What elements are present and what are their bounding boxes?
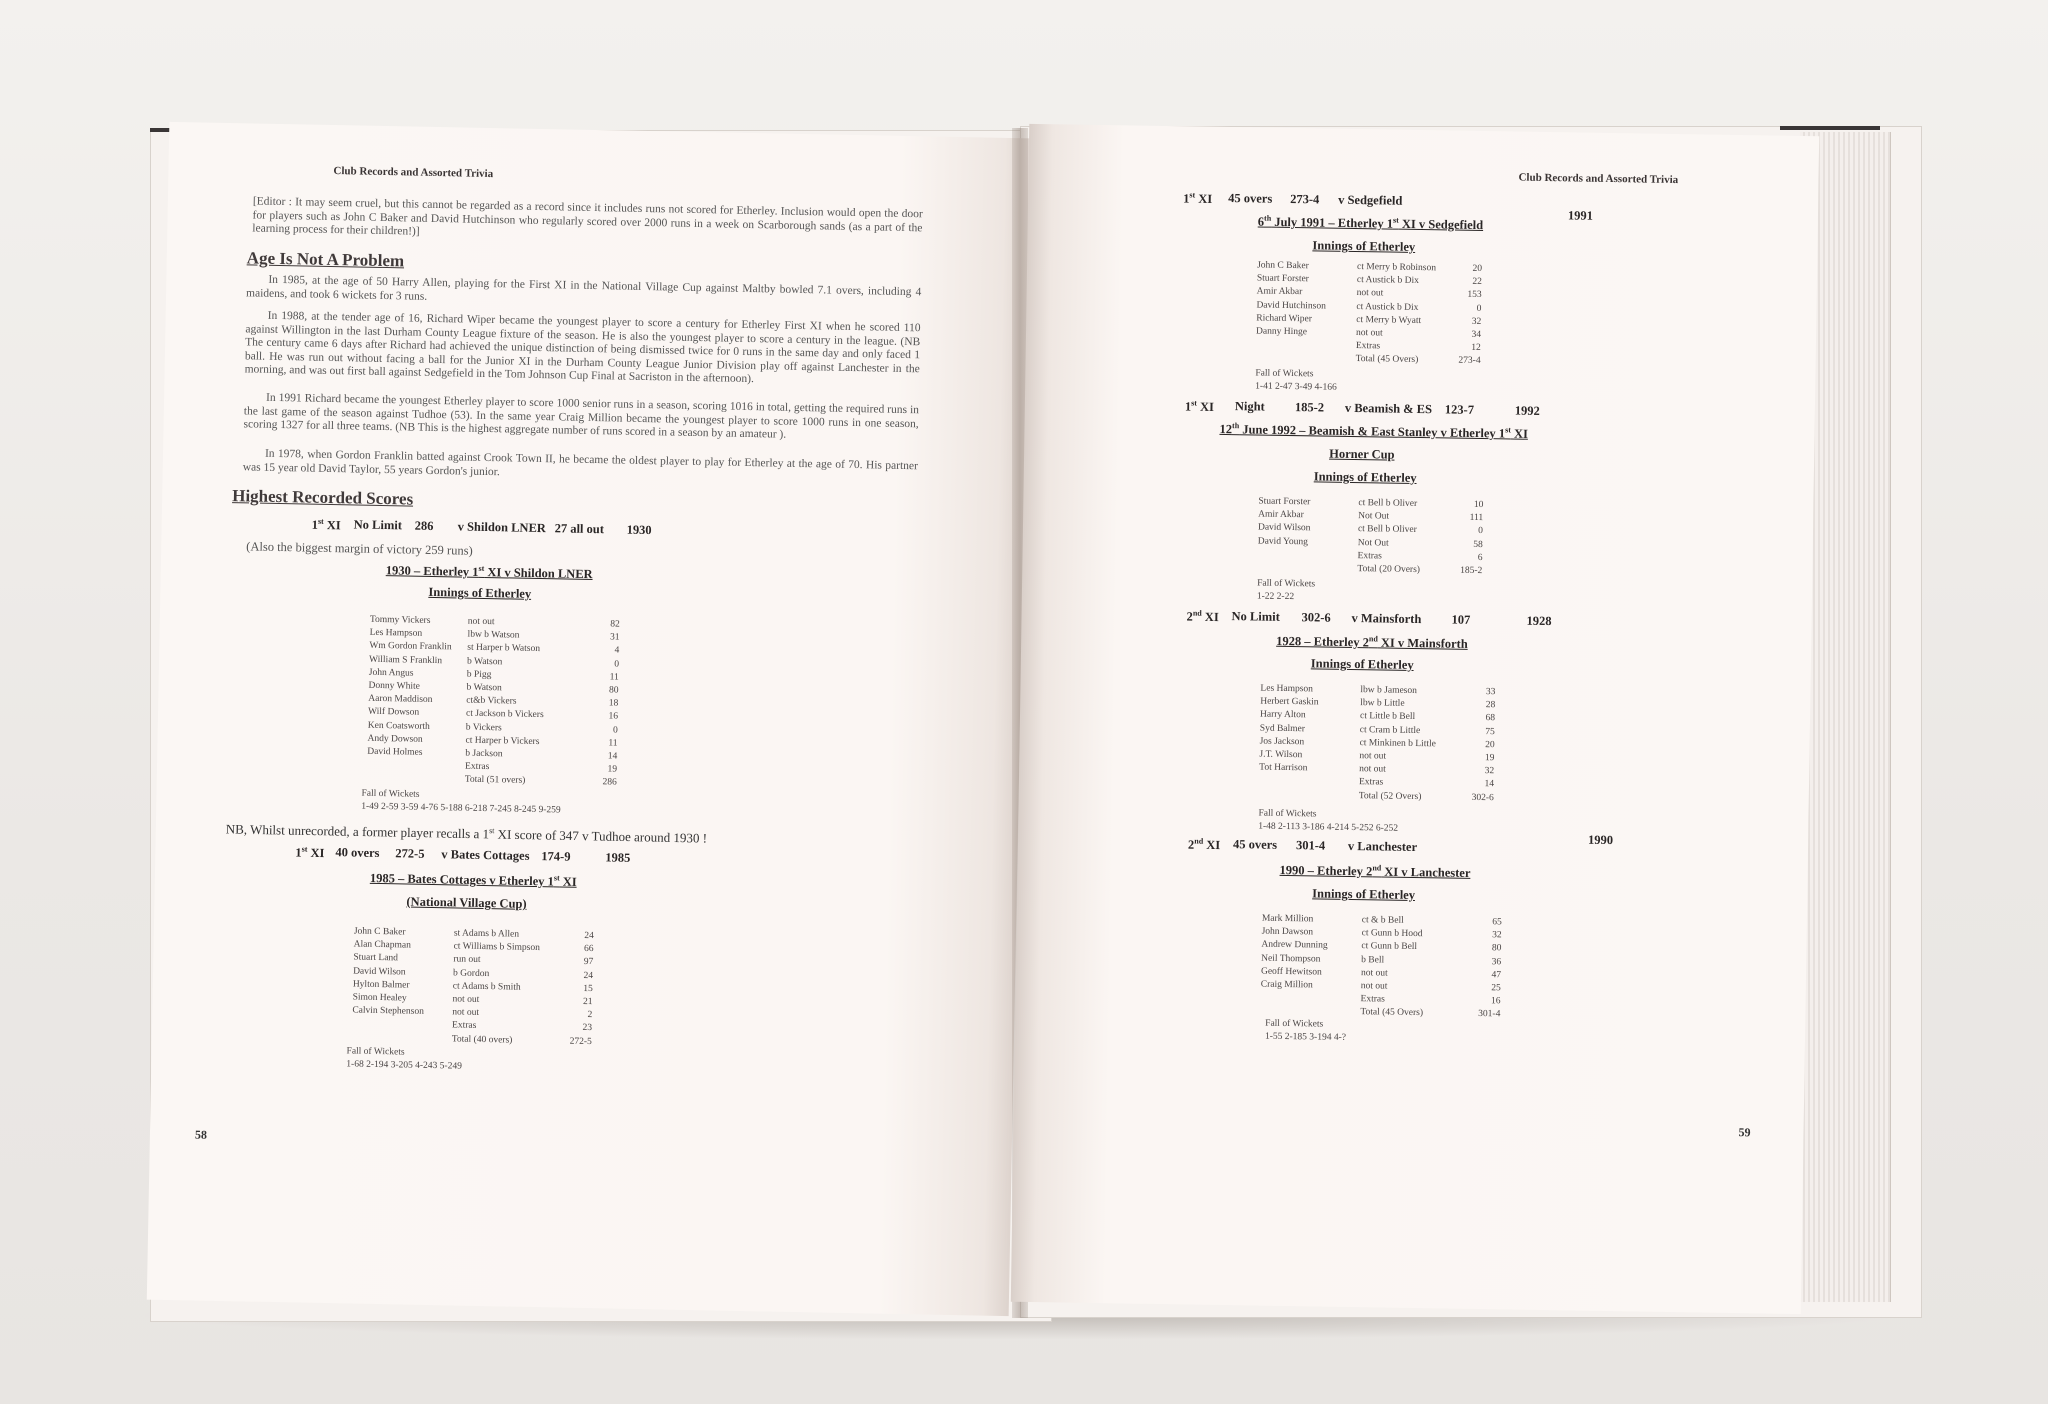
scorecard-4-dismissals: ct Bell b Oliver Not Out ct Bell b Oliver Not Out Extras Total (20 Overs) (1357, 498, 1421, 575)
scorecard-2-runs: 24 66 97 24 15 21 2 23 272-5 (569, 930, 594, 1047)
scorecard-2-fow-label: Fall of Wickets (346, 1046, 405, 1058)
match-4-title: 12th June 1992 – Beamish & East Stanley v Etherley 1st XI (1219, 421, 1529, 441)
record-3-score: 273-4 (1290, 191, 1320, 207)
record-4-opponent: v Beamish & ES (1344, 400, 1433, 417)
record-3-team: 1st XI (1183, 190, 1213, 206)
scorecard-4-fow: 1-22 2-22 (1256, 591, 1295, 603)
paragraph-1: In 1985, at the age of 50 Harry Allen, playing for the First XI in the National Village Cup against Maltby bowled 7.1 overs, including 4 maidens, and took 6 wickets for 3 runs. (246, 273, 922, 303)
record-5-team: 2nd XI (1186, 608, 1219, 625)
record-3-year: 1991 (1567, 208, 1594, 223)
nb-note: NB, Whilst unrecorded, a former player recalls a 1st XI score of 347 v Tudhoe around 1930 ! (225, 821, 708, 846)
record-3-opponent: v Sedgefield (1338, 192, 1403, 208)
record-5-opponent-score: 107 (1451, 612, 1471, 627)
scorecard-4-fow-label: Fall of Wickets (1257, 578, 1316, 590)
record-2-opponent-score: 174-9 (541, 849, 571, 864)
scorecard-6-fow: 1-55 2-185 3-194 4-? (1264, 1031, 1347, 1043)
scorecard-1-names: Tommy Vickers Les Hampson Wm Gordon Franklin William S Franklin John Angus Donny White Aaron Maddison Wilf Dowson Ken Coatsworth Andy Dowson David Holmes (367, 614, 452, 758)
scorecard-6-fow-label: Fall of Wickets (1265, 1018, 1324, 1030)
match-6-title: 1990 – Etherley 2nd XI v Lanchester (1279, 863, 1471, 881)
record-6-year: 1990 (1588, 832, 1614, 848)
record-1-score: 286 (414, 518, 434, 533)
match-5-title: 1928 – Etherley 2nd XI v Mainsforth (1276, 633, 1468, 651)
record-4-team: 1st XI (1184, 398, 1215, 414)
record-2-year: 1985 (605, 850, 631, 865)
record-1-year: 1930 (626, 522, 652, 538)
scorecard-6-runs: 65 32 80 36 47 25 16 301-4 (1478, 917, 1502, 1020)
record-1-team: 1st XI (311, 516, 341, 533)
match-2-competition: (National Village Cup) (406, 894, 527, 911)
match-4-innings: Innings of Etherley (1313, 469, 1417, 485)
record-2-format: 40 overs (335, 845, 380, 861)
record-3-format: 45 overs (1228, 191, 1273, 206)
match-4-competition: Horner Cup (1329, 446, 1395, 462)
scorecard-5-fow-label: Fall of Wickets (1258, 808, 1317, 820)
match-1-title: 1930 – Etherley 1st XI v Shildon LNER (385, 563, 593, 582)
record-2-score: 272-5 (395, 846, 425, 861)
record-6-format: 45 overs (1232, 837, 1278, 852)
heading-age-not-a-problem: Age Is Not A Problem (246, 248, 405, 271)
page-number-left: 58 (194, 1127, 208, 1142)
scorecard-5-fow: 1-48 2-113 3-186 4-214 5-252 6-252 (1258, 821, 1399, 834)
scorecard-2-dismissals: st Adams b Allen ct Williams b Simpson run out b Gordon ct Adams b Smith not out not out Extras Total (40 overs) (451, 928, 540, 1046)
record-5-opponent: v Mainsforth (1351, 610, 1422, 627)
scorecard-4-runs: 10 111 0 58 6 185-2 (1460, 499, 1484, 576)
record-5-year: 1928 (1526, 613, 1552, 629)
running-head-left: Club Records and Assorted Trivia (333, 164, 494, 181)
scorecard-2-fow: 1-68 2-194 3-205 4-243 5-249 (346, 1059, 462, 1072)
editor-note: [Editor : It may seem cruel, but this cannot be regarded as a record since it includes runs not scored for Etherley. Inclusion would open the door for players such as John C Baker and David Hutchinson who regularly scored over 2000 runs in a week on Scarborough sands (as a part of the learning process for their children!)] (252, 195, 923, 238)
scorecard-3-dismissals: ct Merry b Robinson ct Austick b Dix not out ct Austick b Dix ct Merry b Wyatt not out Extras Total (45 Overs) (1355, 262, 1437, 366)
record-6-score: 301-4 (1295, 838, 1326, 853)
paragraph-3: In 1991 Richard became the youngest Etherley player to score 1000 senior runs in a season, scoring 1016 in total, getting the required runs in the last game of the season against Tudhoe (53). In the same year Craig Million became the youngest player to score 1000 runs in one season, scoring 1327 for all three teams. (NB This is the highest aggregate number of runs scored in a season by an amateur ). (243, 391, 920, 441)
scorecard-6-dismissals: ct & b Bell ct Gunn b Hood ct Gunn b Bell b Bell not out not out Extras Total (45 Overs) (1360, 915, 1424, 1019)
running-head-right: Club Records and Assorted Trivia (1518, 171, 1679, 187)
record-6-opponent: v Lanchester (1347, 838, 1418, 855)
scorecard-6-names: Mark Million John Dawson Andrew Dunning Neil Thompson Geoff Hewitson Craig Million (1260, 913, 1328, 991)
scorecard-5-dismissals: lbw b Jameson lbw b Little ct Little b Bell ct Cram b Little ct Minkinen b Little not out not out Extras Total (52 Overs) (1358, 685, 1436, 802)
record-1-opponent: v Shildon LNER (457, 519, 547, 536)
left-page (147, 122, 1031, 1316)
record-6-team: 2nd XI (1187, 836, 1221, 853)
record-4-format: Night (1234, 399, 1265, 414)
record-2-team: 1st XI (295, 844, 325, 861)
paragraph-4: In 1978, when Gordon Franklin batted against Crook Town II, he became the oldest player to play for Etherley at the age of 70. His partner was 15 year old David Taylor, 55 years Gordon's junior. (242, 447, 919, 478)
scorecard-1-fow: 1-49 2-59 3-59 4-76 5-188 6-218 7-245 8-245 9-259 (361, 801, 561, 816)
scorecard-4-names: Stuart Forster Amir Akbar David Wilson David Young (1257, 496, 1311, 547)
record-5-format: No Limit (1231, 609, 1280, 624)
record-4-score: 185-2 (1294, 400, 1325, 415)
scorecard-1-fow-label: Fall of Wickets (361, 788, 420, 800)
scorecard-2-names: John C Baker Alan Chapman Stuart Land David Wilson Hylton Balmer Simon Healey Calvin Stephenson (352, 926, 424, 1018)
cover-edge-right (1780, 126, 1880, 130)
scorecard-3-fow-label: Fall of Wickets (1255, 368, 1314, 380)
match-6-innings: Innings of Etherley (1312, 886, 1416, 903)
record-1-format: No Limit (353, 517, 403, 533)
right-page (1011, 124, 1819, 1314)
scorecard-1-dismissals: not out lbw b Watson st Harper b Watson b Watson b Pigg b Watson ct&b Vickers ct Jackson b Vickers b Vickers ct Harper b Vickers b Jackson Extras Total (51 overs) (464, 616, 544, 787)
paragraph-2: In 1988, at the tender age of 16, Richard Wiper became the youngest player to score a century for Etherley First XI when he scored 110 against Willington in the last Durham County League fixture of the season. He is also the youngest player to score a century in the league. (NB The century came 6 days after Richard had achieved the unique distinction of being dismissed twice for 0 runs in the same day and only faced 1 ball. He was run out without facing a ball for the Junior XI in the Durham County League Junior Division play off against Lanchester in the morning, and was out first ball against Sedgefield in the Tom Johnson Cup Final at Sacriston in the afternoon). (244, 309, 921, 386)
margin-note: (Also the biggest margin of victory 259 runs) (246, 539, 473, 558)
scorecard-3-names: John C Baker Stuart Forster Amir Akbar David Hutchinson Richard Wiper Danny Hinge (1255, 260, 1326, 338)
scorecard-5-names: Les Hampson Herbert Gaskin Harry Alton Syd Balmer Jos Jackson J.T. Wilson Tot Harrison (1259, 683, 1319, 774)
scorecard-5-runs: 33 28 68 75 20 19 32 14 302-6 (1471, 687, 1496, 803)
match-3-innings: Innings of Etherley (1312, 238, 1416, 254)
match-3-title: 6th July 1991 – Etherley 1st XI v Sedgefield (1257, 213, 1484, 233)
record-4-opponent-score: 123-7 (1444, 402, 1475, 417)
record-4-year: 1992 (1514, 403, 1540, 418)
match-2-title: 1985 – Bates Cottages v Etherley 1st XI (369, 870, 577, 889)
record-5-score: 302-6 (1301, 610, 1331, 625)
heading-highest-scores: Highest Recorded Scores (232, 486, 414, 509)
page-number-right: 59 (1738, 1125, 1751, 1140)
record-2-opponent: v Bates Cottages (441, 847, 530, 863)
scorecard-3-fow: 1-41 2-47 3-49 4-166 (1255, 381, 1337, 393)
scorecard-1-runs: 82 31 4 0 11 80 18 16 0 11 14 19 286 (602, 619, 620, 788)
match-1-innings: Innings of Etherley (428, 584, 532, 601)
match-5-innings: Innings of Etherley (1310, 656, 1414, 672)
scorecard-3-runs: 20 22 153 0 32 34 12 273-4 (1458, 263, 1483, 367)
record-1-opponent-score: 27 all out (554, 521, 605, 537)
